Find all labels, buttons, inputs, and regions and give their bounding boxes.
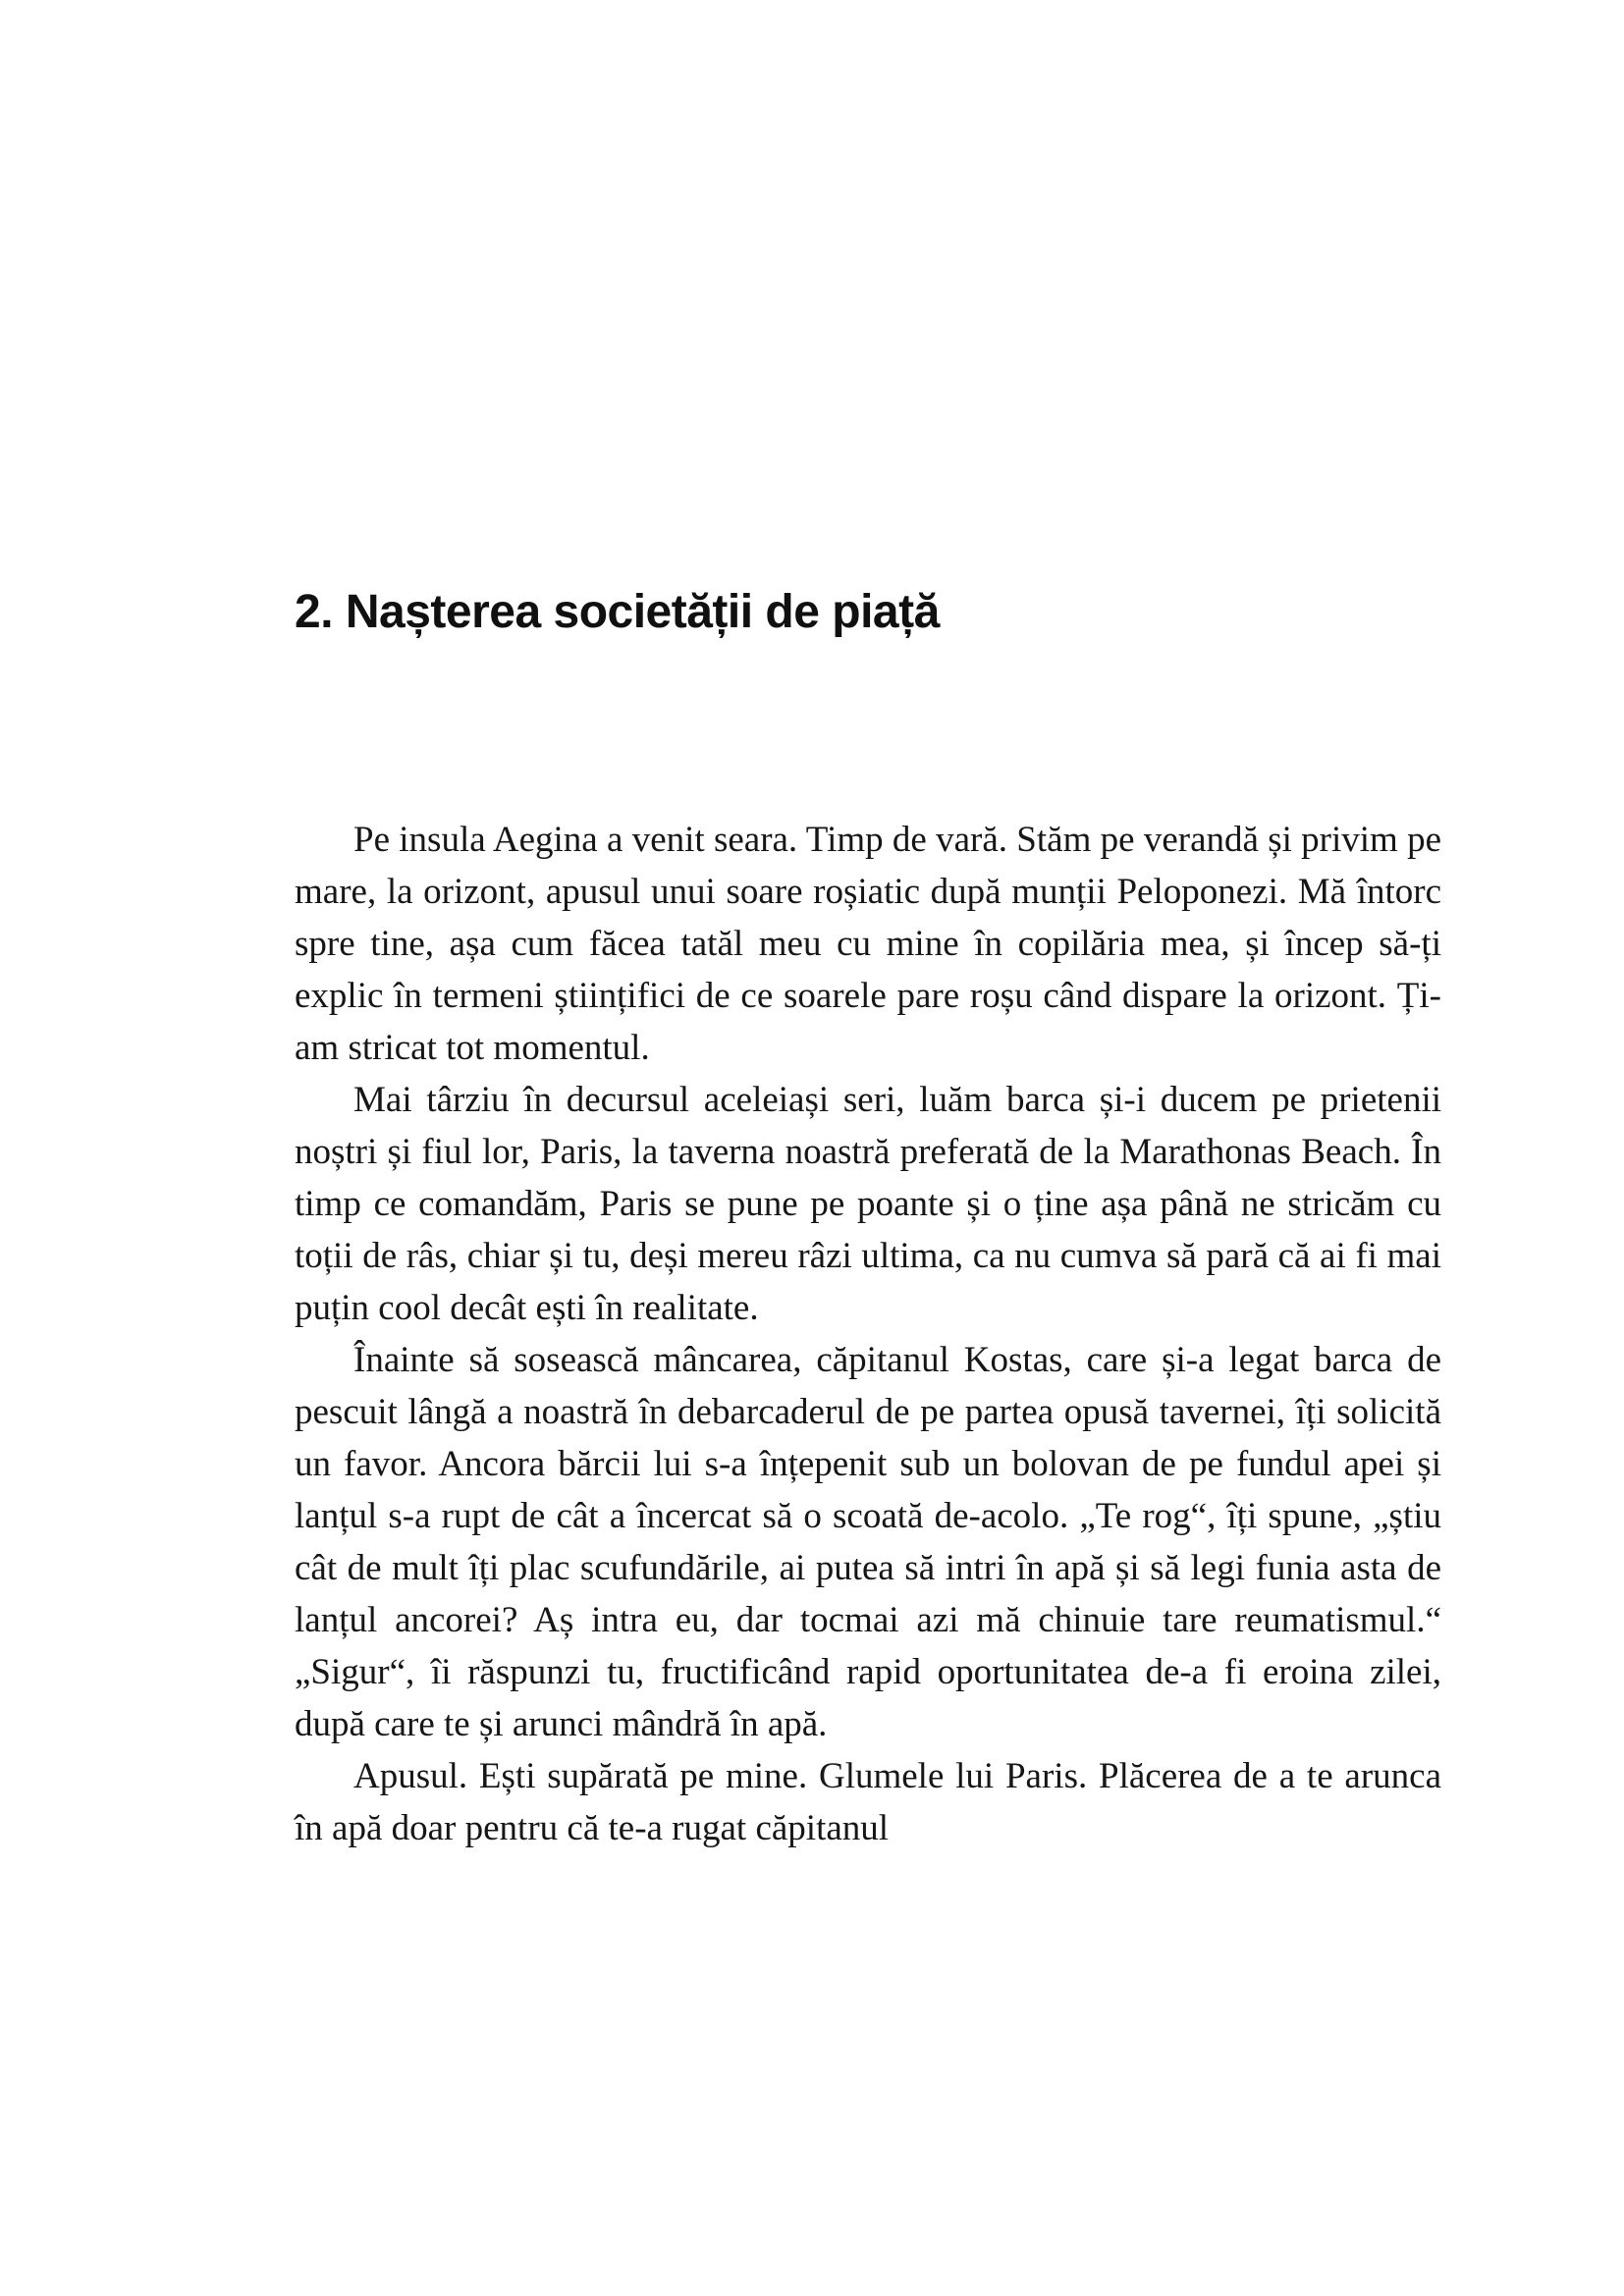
- chapter-title: 2. Nașterea societății de piață: [295, 586, 940, 638]
- body-text: [295, 814, 1441, 1854]
- paragraph: Apusul. Ești supărată pe mine. Glumele lui Paris. Plăcerea de a te arunca în apă doar pentru că te-a rugat căpitanul: [295, 1755, 1441, 1848]
- paragraph: Pe insula Aegina a venit seara. Timp de vară. Stăm pe verandă și privim pe mare, la orizont, apusul unui soare roșiatic după munții Peloponezi. Mă întorc spre tine, așa cum făcea tatăl meu cu mine în copilăria mea, și încep să-ți explic în termeni științifici de ce soarele pare roșu când dispare la orizont. Ți-am stricat tot momentul.: [295, 819, 1441, 1068]
- paragraph: Mai târziu în decursul aceleiași seri, luăm barca și-i ducem pe prietenii noștri și fiul lor, Paris, la taverna noastră preferată de la Marathonas Beach. În timp ce comandăm, Paris se pune pe poante și o ține așa până ne stricăm cu toții de râs, chiar și tu, deși mereu râzi ultima, ca nu cumva să pară că ai fi mai puțin cool decât ești în realitate.: [295, 1079, 1441, 1328]
- book-page: [295, 0, 1441, 2296]
- paragraph: Înainte să sosească mâncarea, căpitanul Kostas, care și-a legat barca de pescuit lângă a noastră în debarcaderul de pe partea opusă tavernei, îți solicită un favor. Ancora bărcii lui s-a înțepenit sub un bolovan de pe fundul apei și lanțul s-a rupt de cât a încercat să o scoată de-acolo. „Te rog“, îți spune, „știu cât de mult îți plac scufundările, ai putea să intri în apă și să legi funia asta de lanțul ancorei? Aș intra eu, dar tocmai azi mă chinuie tare reumatismul.“ „Sigur“, îi răspunzi tu, fructificând rapid oportunitatea de-a fi eroina zilei, după care te și arunci mândră în apă.: [295, 1339, 1441, 1744]
